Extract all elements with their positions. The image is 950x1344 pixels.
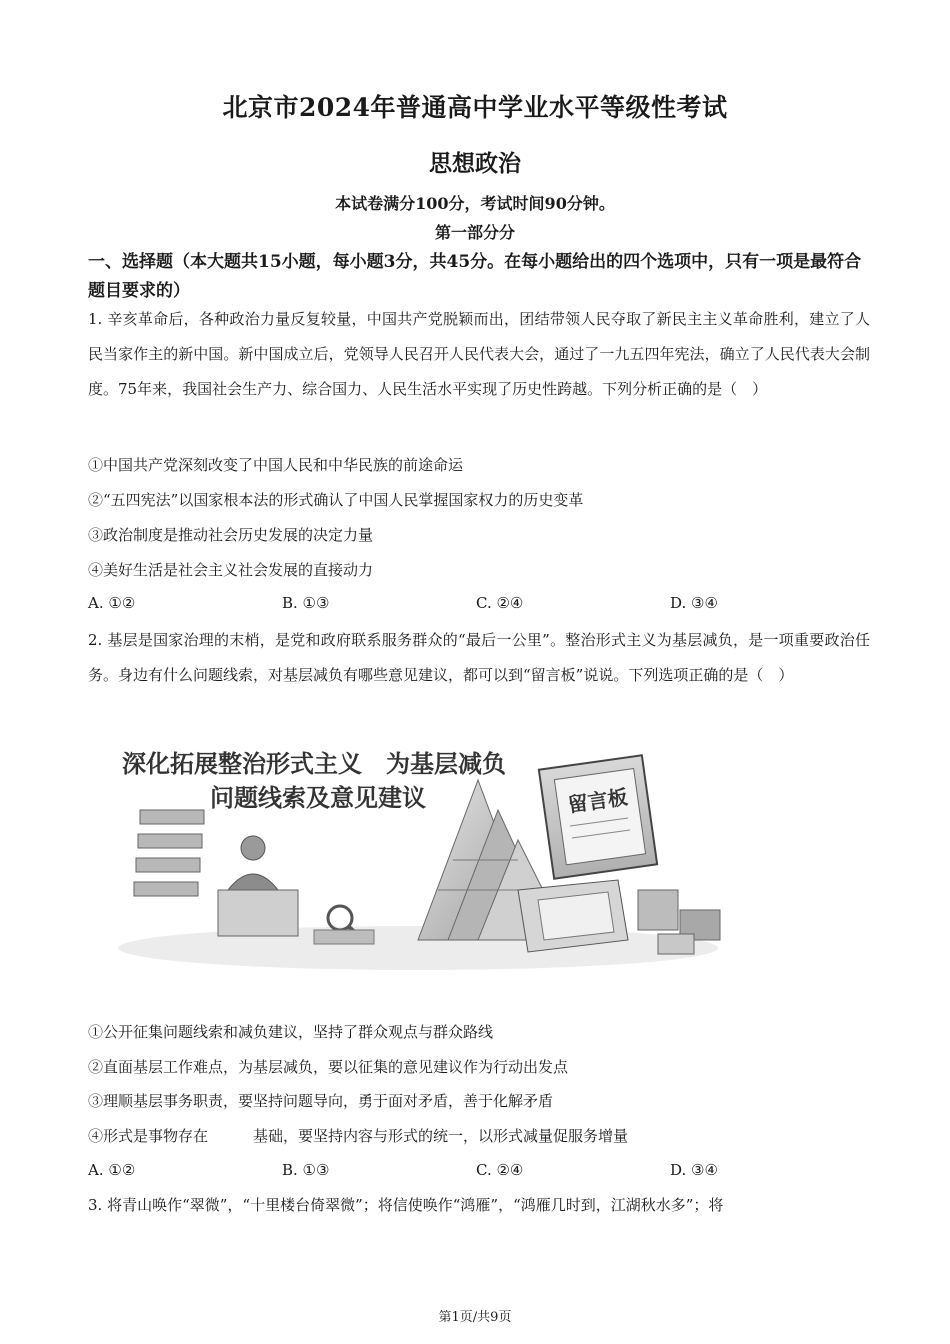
question-2-item-1: ①公开征集问题线索和减负建议，坚持了群众观点与群众路线	[88, 1023, 494, 1041]
magnifier-icon	[314, 906, 374, 944]
question-2-item-3: ③理顺基层事务职责，要坚持问题导向，勇于面对矛盾，善于化解矛盾	[88, 1092, 554, 1110]
question-1-option-d[interactable]: D. ③④	[670, 594, 718, 612]
question-1-item-2: ②“五四宪法”以国家根本法的形式确认了中国人民掌握国家权力的历史变革	[88, 491, 584, 509]
question-2-item-2: ②直面基层工作难点，为基层减负，要以征集的意见建议作为行动出发点	[88, 1058, 569, 1076]
document-bars-icon	[134, 810, 204, 896]
exam-title: 北京市2024年普通高中学业水平等级性考试	[222, 93, 728, 122]
section-heading: 一、选择题（本大题共15小题，每小题3分，共45分。在每小题给出的四个选项中，只有一项是最符合题目要求的）	[88, 252, 862, 301]
laptop-icon	[518, 880, 628, 952]
illustration-headline-1: 深化拓展整治形式主义 为基层减负	[122, 750, 506, 778]
question-3-stem: 3. 将青山唤作“翠微”，“十里楼台倚翠微”；将信使唤作“鸿雁”，“鸿雁几时到，江湖秋水多”；将	[88, 1196, 724, 1214]
question-2-option-b[interactable]: B. ①③	[282, 1161, 330, 1179]
part-heading: 第一部分分	[434, 223, 515, 242]
question-1-item-4: ④美好生活是社会主义社会发展的直接动力	[88, 561, 374, 579]
question-1-item-1: ①中国共产党深刻改变了中国人民和中华民族的前途命运	[88, 456, 464, 474]
question-2-item-4: ④形式是事物存在 基础，要坚持内容与形式的统一，以形式减量促服务增量	[88, 1127, 629, 1145]
person-icon	[218, 836, 298, 936]
page-number: 第1页/共9页	[438, 1310, 512, 1325]
question-1-option-b[interactable]: B. ①③	[282, 594, 330, 612]
question-1-option-a[interactable]: A. ①②	[88, 594, 136, 612]
board-label: 留言板	[566, 784, 630, 817]
illustration-graphic	[118, 740, 732, 972]
question-2-option-a[interactable]: A. ①②	[88, 1161, 136, 1179]
illustration-headline-2: 问题线索及意见建议	[210, 784, 426, 812]
exam-subject: 思想政治	[429, 150, 521, 177]
message-board-icon	[539, 755, 657, 878]
question-1-stem: 1. 辛亥革命后，各种政治力量反复较量，中国共产党脱颖而出，团结带领人民夺取了新民主主义革命胜利，建立了人民当家作主的新中国。新中国成立后，党领导人民召开人民代表大会，通过了一九五四年宪法，确立了人民代表大会制度。75年来，我国社会生产力、综合国力、人民生活水平实现了历史性跨越。下列分析正确的是（ ）	[88, 310, 870, 398]
question-1-item-3: ③政治制度是推动社会历史发展的决定力量	[88, 526, 374, 544]
question-2-stem: 2. 基层是国家治理的末梢，是党和政府联系服务群众的“最后一公里”。整治形式主义为基层减负，是一项重要政治任务。身边有什么问题线索，对基层减负有哪些意见建议，都可以到“留言板”说说。下列选项正确的是（ ）	[88, 631, 870, 684]
exam-info: 本试卷满分100分，考试时间90分钟。	[335, 194, 615, 213]
question-1-option-c[interactable]: C. ②④	[476, 594, 524, 612]
question-2-option-d[interactable]: D. ③④	[670, 1161, 718, 1179]
message-board-illustration	[118, 740, 732, 972]
question-2-option-c[interactable]: C. ②④	[476, 1161, 524, 1179]
